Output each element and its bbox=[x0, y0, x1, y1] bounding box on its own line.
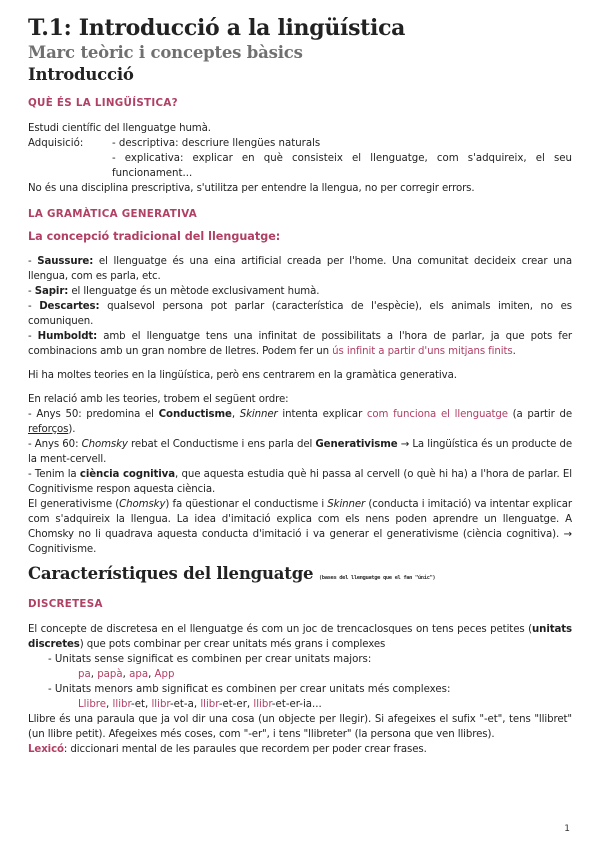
example-llibreter-root: llibr bbox=[200, 699, 219, 710]
anys-50-item bbox=[28, 407, 572, 437]
saussure-text: el llenguatge és una eina artificial creada per l'home. Una comunitat decideix crear una llengua, com es parla, etc. bbox=[28, 256, 572, 282]
order-intro: En relació amb les teories, trobem el següent ordre: bbox=[28, 394, 289, 405]
y50-highlight: com funciona el llenguatge bbox=[366, 409, 508, 420]
lexico-definition bbox=[28, 742, 572, 757]
conductisme-term: Conductisme bbox=[158, 409, 232, 420]
section-heading-gramatica: LA GRAMÀTICA GENERATIVA bbox=[28, 208, 198, 220]
humboldt-text: amb el llenguatge tens una infinitat de possibilitats a l'hora de parlar, ja que pots fer combinacions amb un gran nombre de lletres. Podem fer un bbox=[28, 331, 572, 357]
humboldt-item: - Humboldt: amb el llenguatge tens una infinitat de possibilitats a l'hora de parlar, ja que pots fer combinacions amb un gran nombre de lletres. Podem fer un ús infinit a partir d'uns mitjans finits. bbox=[28, 331, 572, 357]
example-llibreta-root: llibr bbox=[151, 699, 170, 710]
example-llibre: Llibre bbox=[78, 699, 107, 710]
generativisme-paragraph bbox=[28, 497, 572, 557]
page-subtitle: Marc teòric i conceptes bàsics bbox=[28, 43, 303, 62]
theories-text: Hi ha moltes teories en la lingüística, però ens centrarem en la gramàtica generativa. bbox=[28, 370, 457, 381]
adquisicio-label: Adquisició: bbox=[28, 138, 84, 149]
saussure-name: Saussure: bbox=[37, 256, 94, 267]
gen-e: (conducta i imitació) va intentar explicar com s'adquireix la llengua. La idea d'imitació explica com els nens poden aprendre un llenguatge. A Chomsky no li quadrava aquesta conducta d'imitació i va generar el generativisme (ciència cognitiva). → Cognitivisme. bbox=[28, 499, 573, 555]
subheading-concepcio: La concepció tradicional del llenguatge: bbox=[28, 230, 281, 243]
example-llibreteria-suffix: -et-er-ia... bbox=[271, 699, 322, 710]
ciencia-cognitiva-term: ciència cognitiva bbox=[79, 469, 175, 480]
example-llibreteria-root: llibr bbox=[253, 699, 272, 710]
y50-g: (a partir de bbox=[507, 409, 573, 420]
caracteristiques-title: Característiques del llenguatge bbox=[28, 564, 314, 583]
page-number: 1 bbox=[564, 824, 570, 834]
example-llibret-suffix: -et bbox=[131, 699, 145, 710]
bullet-sense-significat: - Unitats sense significat es combinen per crear unitats majors: bbox=[48, 654, 372, 665]
generativisme-term: Generativisme bbox=[315, 439, 398, 450]
y60-a: - Anys 60: bbox=[28, 439, 82, 450]
p1-c: ) que pots combinar per crear unitats més grans i complexes bbox=[79, 639, 386, 650]
adquisicio-item-2: - explicativa: explicar en què consisteix el llenguatge, com s'adquireix, el seu funcionament... bbox=[112, 153, 572, 179]
y60-e: → La lingüística és un producte de la ment-cervell. bbox=[28, 439, 572, 465]
example-llibreter-suffix: -et-er bbox=[218, 699, 247, 710]
sapir-text: el llenguatge és un mètode exclusivament humà. bbox=[68, 286, 320, 297]
skinner-name: Skinner bbox=[239, 409, 278, 420]
discretesa-paragraph bbox=[28, 622, 572, 652]
y50-a: - Anys 50: predomina el bbox=[28, 409, 159, 420]
document-page bbox=[28, 14, 572, 757]
examples-amb-significat: Llibre, llibr-et, llibr-et-a, llibr-et-er, llibr-et-er-ia... bbox=[78, 699, 322, 710]
bullet-amb-significat: - Unitats menors amb significat es combinen per crear unitats més complexes: bbox=[48, 684, 451, 695]
intro-heading: Introducció bbox=[28, 65, 134, 84]
cog-c: , que aquesta estudia què hi passa al cervell (o què hi ha) a l'hora de parlar. El Cognitivisme respon aquesta ciència. bbox=[28, 469, 572, 495]
example-papa: papà bbox=[97, 669, 123, 680]
y50-c: , bbox=[231, 409, 240, 420]
llibre-paragraph: Llibre és una paraula que ja vol dir una cosa (un objecte per llegir). Si afegeixes el sufix "-et", tens "llibret" (un llibre petit). Afegeixes més coses, com "-er", i tens "llibreter" (la persona que ven llibres). bbox=[28, 714, 572, 740]
cognitive-item bbox=[28, 467, 572, 497]
gen-a: El generativisme ( bbox=[28, 499, 120, 510]
humboldt-end: . bbox=[512, 346, 516, 357]
saussure-item: - Saussure: el llenguatge és una eina artificial creada per l'home. Una comunitat decideix crear una llengua, com es parla, etc. bbox=[28, 256, 572, 282]
y60-c: rebat el Conductisme i ens parla del bbox=[127, 439, 316, 450]
definition-text: Estudi científic del llenguatge humà. bbox=[28, 123, 211, 134]
reforcos-term: reforços bbox=[28, 424, 69, 435]
example-apa: apa bbox=[129, 669, 149, 680]
caracteristiques-heading bbox=[28, 563, 572, 589]
anys-60-item bbox=[28, 437, 572, 467]
lexico-term: Lexicó bbox=[28, 744, 64, 755]
chomsky-name: Chomsky bbox=[81, 439, 128, 450]
humboldt-name: Humboldt: bbox=[37, 331, 98, 342]
y50-e: intenta explicar bbox=[277, 409, 367, 420]
humboldt-highlight: ús infinit a partir d'uns mitjans finits bbox=[332, 346, 513, 357]
example-app: App bbox=[154, 669, 175, 680]
example-llibret-root: llibr bbox=[112, 699, 132, 710]
p1-a: El concepte de discretesa en el llenguatge és com un joc de trencaclosques on tens peces petites ( bbox=[28, 624, 533, 635]
gen-c: ) fa qüestionar el conductisme i bbox=[165, 499, 328, 510]
descartes-name: Descartes: bbox=[39, 301, 100, 312]
sapir-name: Sapir: bbox=[34, 286, 69, 297]
gen-skinner: Skinner bbox=[327, 499, 366, 510]
descartes-text: qualsevol persona pot parlar (característica de l'espècie), els animals imiten, no es comuniquen. bbox=[28, 301, 572, 327]
page-title: T.1: Introducció a la lingüística bbox=[28, 15, 406, 41]
y50-i: ). bbox=[68, 424, 76, 435]
section-heading-linguistica: QUÈ ÉS LA LINGÜÍSTICA? bbox=[28, 97, 178, 109]
examples-sense-significat: pa, papà, apa, App bbox=[78, 669, 175, 680]
adquisicio-item-1: - descriptiva: descriure llengües naturals bbox=[112, 138, 321, 149]
sapir-item: - Sapir: el llenguatge és un mètode exclusivament humà. bbox=[28, 286, 320, 297]
example-pa: pa bbox=[78, 669, 91, 680]
lexico-text: : diccionari mental de les paraules que recordem per poder crear frases. bbox=[63, 744, 427, 755]
example-llibreta-suffix: -et-a bbox=[169, 699, 194, 710]
adquisicio-row bbox=[28, 136, 572, 151]
cog-a: - Tenim la bbox=[28, 469, 80, 480]
descartes-item: - Descartes: qualsevol persona pot parlar (característica de l'espècie), els animals imiten, no es comuniquen. bbox=[28, 301, 572, 327]
prescriptive-note: No és una disciplina prescriptiva, s'utilitza per entendre la llengua, no per corregir errors. bbox=[28, 183, 475, 194]
caracteristiques-note: (bases del llenguatge que el fan "únic") bbox=[318, 575, 436, 581]
gen-chomsky: Chomsky bbox=[119, 499, 166, 510]
discretesa-heading: DISCRETESA bbox=[28, 598, 103, 610]
unitats-discretes-term: unitats discretes bbox=[28, 624, 572, 650]
